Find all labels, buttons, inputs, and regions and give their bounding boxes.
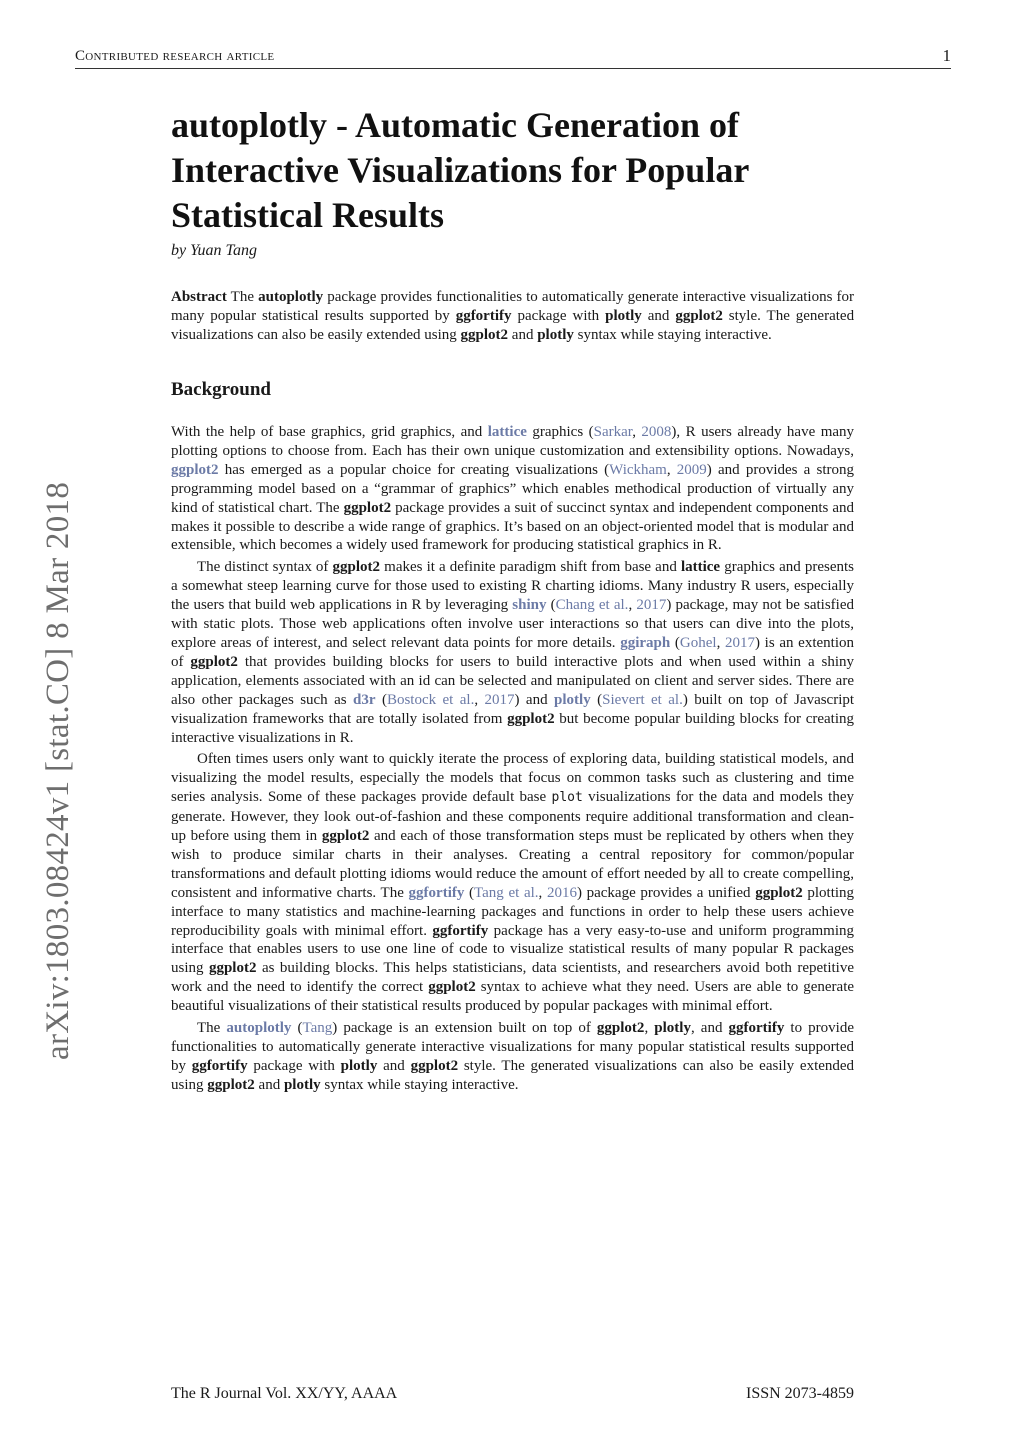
arxiv-stamp: arXiv:1803.08424v1 [stat.CO] 8 Mar 2018 bbox=[40, 481, 76, 1060]
citation-link[interactable]: 2016 bbox=[546, 884, 577, 901]
package-name: ggplot2 bbox=[190, 653, 238, 670]
citation-link[interactable]: Wickham bbox=[609, 461, 667, 478]
citation-link[interactable]: 2008 bbox=[641, 424, 672, 440]
text-run: With the help of base graphics, grid graphics, and bbox=[171, 424, 483, 440]
package-name: ggfortify bbox=[728, 1020, 785, 1037]
package-name: ggfortify bbox=[191, 1057, 248, 1074]
text-run: that provides building blocks for users to build interactive plots and when used within a shiny application, elements associated with an id can be selected and manipulated on client and server sides. There are also other packages such as bbox=[171, 653, 855, 708]
package-name: ggplot2 bbox=[343, 499, 392, 516]
abstract-text: and bbox=[647, 308, 670, 324]
citation-link[interactable]: 2017 bbox=[725, 634, 755, 651]
package-link[interactable]: lattice bbox=[487, 424, 527, 440]
abstract-text: The bbox=[230, 289, 254, 305]
section-body bbox=[171, 423, 854, 1095]
citation-link[interactable]: Chang et al. bbox=[555, 597, 629, 614]
citation-link[interactable]: 2009 bbox=[676, 461, 707, 478]
text-run: ), R users already have many plotting options to choose from. Each has their own unique customization and extensibility options. Nowadays, bbox=[171, 424, 855, 459]
text-run: , bbox=[628, 597, 633, 614]
paragraph-1 bbox=[171, 423, 854, 555]
package-name: ggplot2 bbox=[755, 884, 803, 901]
abstract-text: syntax while staying interactive. bbox=[577, 327, 772, 343]
issn: ISSN 2073-4859 bbox=[745, 1385, 854, 1402]
package-name: plotly bbox=[340, 1057, 378, 1074]
text-run: and bbox=[383, 1057, 405, 1074]
text-run: graphics and presents a somewhat steep learning curve for those used to existing R charting idioms. Many industry R users, especially the users that build web applications in R by leveraging bbox=[171, 559, 855, 614]
text-run: , bbox=[644, 1020, 649, 1037]
text-run: ( bbox=[674, 634, 680, 651]
text-run: package has a very easy-to-use and uniform programming interface that enables users to use one line of code to visualize statistical results of many popular R packages using bbox=[171, 922, 855, 977]
package-link[interactable]: ggiraph bbox=[620, 634, 671, 651]
text-run: style. The generated visualizations can also be easily extended using bbox=[171, 1057, 855, 1093]
package-name: ggplot2 bbox=[596, 1020, 645, 1037]
text-run: ( bbox=[597, 691, 603, 708]
text-run: , bbox=[632, 424, 636, 440]
package-link[interactable]: ggplot2 bbox=[171, 461, 219, 478]
citation-link[interactable]: Tang et al. bbox=[474, 884, 539, 901]
abstract-text: style. The generated visualizations can also be easily extended using bbox=[171, 308, 855, 343]
text-run: package provides a suit of succinct syntax and independent components and makes it possible to describe a wide range of graphics. It’s based on an object-oriented model that is modular and extensible, which becomes a widely used framework for producing statistical graphics in R. bbox=[171, 499, 855, 554]
abstract-text: and bbox=[511, 327, 534, 343]
package-link[interactable]: d3r bbox=[353, 691, 376, 708]
citation-link[interactable]: Tang bbox=[302, 1020, 333, 1037]
package-name: ggplot2 bbox=[460, 327, 509, 343]
text-run: syntax while staying interactive. bbox=[324, 1076, 519, 1093]
package-name: ggfortify bbox=[432, 922, 489, 939]
package-name: ggplot2 bbox=[207, 1076, 255, 1093]
text-run: plotting interface to many statistics and machine-learning packages and functions in order to help these users achieve reproducibility goals with minimal effort. bbox=[171, 884, 855, 939]
text-run: ) package is an extension built on top of bbox=[332, 1020, 591, 1037]
text-run: , bbox=[538, 884, 543, 901]
text-run: ) is an extention of bbox=[171, 634, 854, 670]
package-name: ggplot2 bbox=[410, 1057, 459, 1074]
code-inline: plot bbox=[551, 790, 583, 806]
abstract bbox=[171, 288, 854, 345]
running-head bbox=[75, 48, 951, 69]
package-name: plotly bbox=[654, 1020, 691, 1037]
paper-title: autoplotly - Automatic Generation of Interactive Visualizations for Popular Statistical Results bbox=[171, 105, 749, 235]
text-run: has emerged as a popular choice for creating visualizations ( bbox=[224, 461, 610, 478]
paragraph-2 bbox=[171, 558, 854, 747]
package-name: plotly bbox=[537, 327, 574, 343]
package-name: plotly bbox=[283, 1076, 321, 1093]
text-run: makes it a definite paradigm shift from base and bbox=[384, 559, 677, 576]
text-run: syntax to achieve what they need. Users are able to generate beautiful visualizations of their statistical results produced by popular packages with minimal effort. bbox=[171, 979, 855, 1015]
text-run: ( bbox=[297, 1020, 303, 1037]
package-link[interactable]: ggfortify bbox=[408, 884, 465, 901]
text-run: and each of those transformation steps must be replicated by others when they wish to produce similar charts in their analyses. Creating a central repository for common/popular transformations and default plotting idioms would reduce the amount of effort needed by all to create compelling, consistent and informative charts. The bbox=[171, 828, 855, 901]
package-name: ggplot2 bbox=[675, 308, 723, 324]
text-run: to provide functionalities to automatically generate interactive visualizations for many popular statistical results supported by bbox=[171, 1020, 854, 1074]
paragraph-3 bbox=[171, 750, 854, 1016]
text-run: ) and provides a strong programming model based on a “grammar of graphics” which enables methodical production of virtually any kind of statistical chart. The bbox=[171, 461, 855, 516]
text-run: as building blocks. This helps statisticians, data scientists, and researchers avoid both repetitive work and the need to identify the correct bbox=[171, 960, 854, 996]
package-name: ggplot2 bbox=[332, 559, 381, 576]
text-run: ( bbox=[550, 597, 556, 614]
text-run: ) package provides a unified bbox=[576, 884, 751, 901]
package-name: ggplot2 bbox=[507, 710, 555, 727]
text-run: , bbox=[716, 634, 721, 651]
package-link[interactable]: plotly bbox=[554, 691, 591, 708]
abstract-label: Abstract bbox=[171, 289, 227, 305]
article-content bbox=[171, 103, 854, 1095]
text-run: The bbox=[197, 1020, 221, 1037]
package-name: ggplot2 bbox=[321, 828, 370, 845]
citation-link[interactable]: 2017 bbox=[484, 691, 515, 708]
text-run: , bbox=[474, 691, 479, 708]
package-link[interactable]: shiny bbox=[512, 597, 547, 614]
text-run: ) package, may not be satisfied with static plots. Those web applications often involve user interactions so that users can dive into the plots, explore areas of interest, and select relevant data points for more details. bbox=[171, 597, 855, 651]
abstract-text: package with bbox=[517, 308, 600, 324]
text-run: graphics ( bbox=[532, 424, 594, 440]
text-run: visualizations for the data and models they generate. However, they look out-of-fashion and these components require additional transformation and clean-up before using them in bbox=[171, 789, 855, 845]
text-run: package with bbox=[253, 1057, 335, 1074]
page-number: 1 bbox=[942, 46, 951, 65]
package-link[interactable]: autoplotly bbox=[226, 1020, 292, 1037]
citation-link[interactable]: Gohel bbox=[679, 634, 717, 651]
section-heading-background: Background bbox=[171, 379, 271, 400]
text-run: ( bbox=[469, 884, 475, 901]
author-byline: by Yuan Tang bbox=[171, 242, 257, 259]
text-run: The distinct syntax of bbox=[197, 559, 329, 576]
citation-link[interactable]: 2017 bbox=[636, 597, 667, 614]
text-run: and bbox=[258, 1076, 281, 1093]
package-name: lattice bbox=[680, 559, 721, 576]
text-run: , and bbox=[690, 1020, 723, 1037]
package-name: ggfortify bbox=[455, 308, 512, 324]
text-run: Often times users only want to quickly iterate the process of exploring data, building statistical models, and visualizing the model results, especially the models that focus on common tasks such as clustering and time series analysis. Some of these packages provide default base bbox=[171, 751, 854, 806]
package-name: autoplotly bbox=[258, 289, 324, 305]
abstract-text: package provides functionalities to automatically generate interactive visualizations for many popular statistical results supported by bbox=[171, 289, 855, 324]
text-run: ) built on top of Javascript visualization frameworks that are totally isolated from bbox=[171, 691, 855, 727]
text-run: , bbox=[666, 461, 671, 478]
package-name: ggplot2 bbox=[208, 960, 257, 977]
text-run: ( bbox=[381, 691, 387, 708]
text-run: but become popular building blocks for creating interactive visualizations in R. bbox=[171, 710, 855, 746]
paragraph-4 bbox=[171, 1019, 854, 1095]
package-name: ggplot2 bbox=[428, 979, 476, 996]
citation-link[interactable]: Sarkar bbox=[593, 424, 633, 440]
journal-info: The R Journal Vol. XX/YY, AAAA bbox=[171, 1385, 398, 1402]
citation-link[interactable]: Sievert et al. bbox=[602, 691, 683, 708]
package-name: plotly bbox=[605, 308, 642, 324]
text-run: ) and bbox=[514, 691, 548, 708]
running-head-label: Contributed research article bbox=[75, 48, 275, 64]
citation-link[interactable]: Bostock et al. bbox=[386, 691, 475, 708]
